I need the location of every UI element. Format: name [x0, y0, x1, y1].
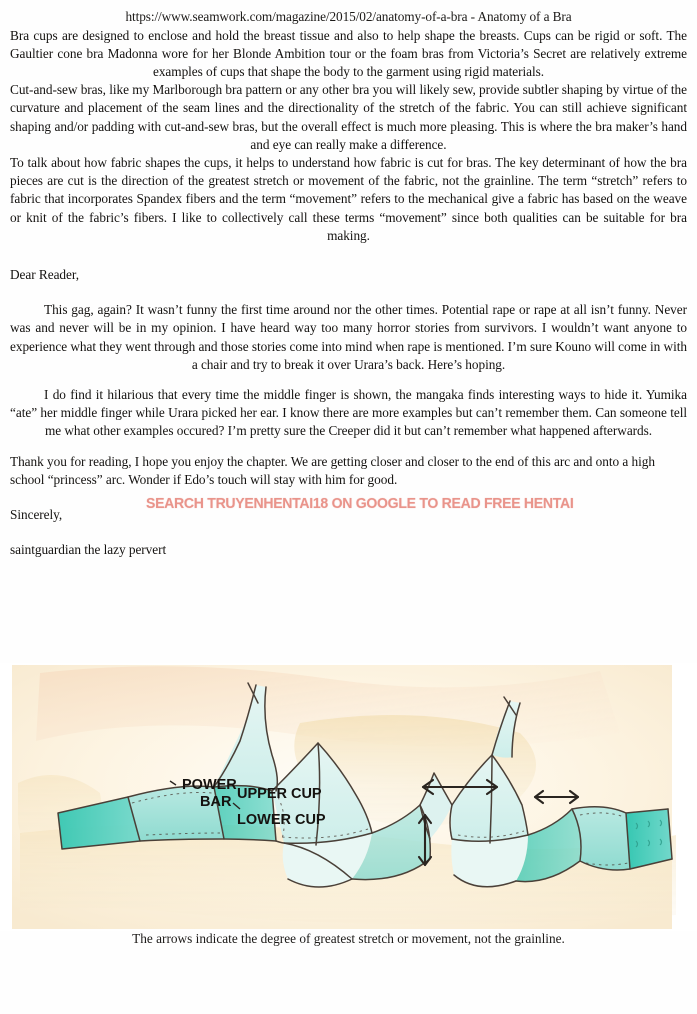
site-watermark: SEARCH TRUYENHENTAI18 ON GOOGLE TO READ FREE HENTAI [146, 496, 574, 512]
letter-paragraph-2: I do find it hilarious that every time the middle finger is shown, the mangaka finds interesting ways to hide it. Yumika “ate” her middle finger while Urara picked her ear. I know there are more examples but can’t remember them. Can someone tell me what other examples occured? I’m pretty sure the Creeper did it but can’t remember what happened afterwards. [10, 386, 687, 439]
bra-diagram-svg [0, 663, 697, 931]
spacer [10, 284, 687, 301]
figure-caption: The arrows indicate the degree of greatest stretch or movement, not the grainline. [132, 931, 565, 946]
letter-paragraph-1: This gag, again? It wasn’t funny the first time around nor the other times. Potential rape or rape at all isn’t funny. Never was and never will be in my opinion. I have heard way too many horror stories from survivors. I wouldn’t want anyone to experience what they went through and those stories come into mind when rape is mentioned. I’m sure Kouno will come in with a chair and try to break it over Urara’s back. Here’s hoping. [10, 302, 687, 372]
article-paragraph-2: Cut-and-sew bras, like my Marlborough bra pattern or any other bra you will likely sew, provide subtler shaping by virtue of the curvature and placement of the seam lines and the directionality of the stretch of the fabric. You can still achieve significant shaping and/or padding with cut-and-sew bras, but the overall effect is much more pleasing. This is where the bra maker’s hand and eye can really make a difference. [10, 82, 687, 152]
label-lower-cup: LOWER CUP [237, 812, 326, 828]
bra-anatomy-illustration [0, 663, 697, 931]
spacer [10, 374, 687, 386]
letter-signature: saintguardian the lazy pervert [10, 542, 167, 558]
label-upper-cup: UPPER CUP [237, 786, 322, 802]
spacer [10, 441, 687, 453]
label-power-bar-line1: POWER [182, 777, 237, 793]
article-paragraph-3: To talk about how fabric shapes the cups, it helps to understand how fabric is cut for bras. The key determinant of how the bra pieces are cut is the direction of the greatest stretch or movement of the fabric, not the grainline. The term “stretch” refers to fabric that incorporates Spandex fibers and the term “movement” refers to the mechanical give a fabric has based on the weave or knit of the fabric’s fibers. I like to collectively call these terms “movement” since both qualities can be suitable for bra making. [10, 154, 687, 243]
letter-closing: Sincerely, [10, 506, 63, 522]
article-paragraph-1: Bra cups are designed to enclose and hold the breast tissue and also to help shape the breasts. Cups can be rigid or soft. The Gaultier cone bra Madonna wore for her Blonde Ambition tour or the foam bras from Victoria’s Secret are relatively extreme examples of cups that shape the body to the garment using rigid materials. [10, 27, 687, 79]
spacer [10, 489, 687, 506]
letter-paragraph-3: Thank you for reading, I hope you enjoy the chapter. We are getting closer and closer to the end of this arc and onto a high school “princess” arc. Wonder if Edo’s touch will stay with him for good. [10, 453, 655, 487]
source-url-header: https://www.seamwork.com/magazine/2015/02/anatomy-of-a-bra - Anatomy of a Bra [125, 9, 572, 24]
letter-salutation: Dear Reader, [10, 266, 80, 282]
text-column [10, 8, 687, 559]
spacer [10, 524, 687, 541]
spacer [10, 245, 687, 266]
label-power-bar-line2: BAR [200, 794, 232, 810]
